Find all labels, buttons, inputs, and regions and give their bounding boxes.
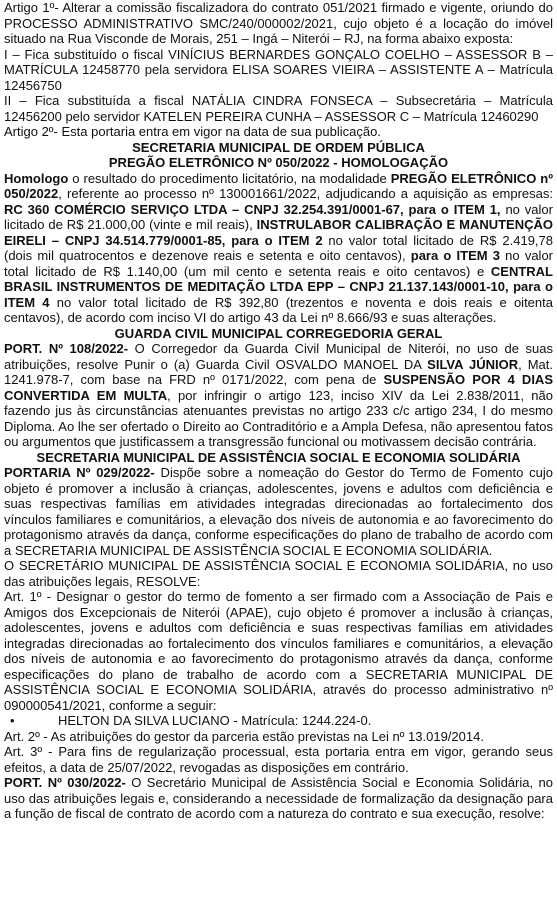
section-title-guarda-civil: GUARDA CIVIL MUNICIPAL CORREGEDORIA GERAL bbox=[114, 325, 443, 341]
text-run: O Corregedor da Guarda Civil Municipal de Niterói, no uso de suas atribuições, resolve Punir o (a) Guarda Civil OSVALDO MANOEL DA bbox=[4, 341, 553, 372]
paragraph-art-2: Art. 2º - As atribuições do gestor da parceria estão previstas na Lei nº 13.019/2014. bbox=[4, 728, 484, 744]
paragraph-homologo bbox=[4, 171, 553, 326]
text-run: , Mat. 1241.978-7, com base na FRD nº 0171/2022, com pena de bbox=[4, 356, 553, 387]
section-subtitle-pregao: PREGÃO ELETRÔNICO Nº 050/2022 - HOMOLOGAÇÃO bbox=[108, 155, 449, 170]
section-title-ordem-publica: SECRETARIA MUNICIPAL DE ORDEM PÚBLICA bbox=[132, 139, 425, 155]
section-title-assistencia-social: SECRETARIA MUNICIPAL DE ASSISTÊNCIA SOCIAL E ECONOMIA SOLIDÁRIA bbox=[36, 449, 521, 465]
inciso-ii: II – Fica substituída a fiscal NATÁLIA CINDRA FONSECA – Subsecretária – Matrícula 12456200 pelo servidor KATELEN PEREIRA CUNHA – ASSESSOR C – Matrícula 12460290 bbox=[4, 93, 553, 124]
text-run: no valor total licitado de R$ 2.419,78 (dois mil quatrocentos e dezenove reais e setenta e oito centavos), bbox=[4, 232, 553, 263]
list-item-text: HELTON DA SILVA LUCIANO - Matrícula: 1244.224-0. bbox=[58, 713, 372, 728]
bold-run: Homologo bbox=[4, 170, 69, 186]
text-run: no valor total licitado de R$ 392,80 (trezentos e noventa e dois reais e oitenta centavos), de acordo com inciso VI do artigo 43 da Lei nº 8.666/93 e suas alterações. bbox=[4, 294, 553, 325]
bold-run: SUSPENSÃO POR 4 DIAS CONVERTIDA EM MULTA bbox=[4, 372, 553, 403]
bold-run: PREGÃO ELETRÔNICO nº 050/2022 bbox=[4, 170, 553, 201]
paragraph-art-1: Art. 1º - Designar o gestor do termo de fomento a ser firmado com a Associação de Pais e Amigos dos Excepcionais de Niterói (APAE), cujo objeto é promover a inclusão à crianças, adolescentes, jovens e adultos com deficiência e suas respectivas famílias em atividades integradas direcionadas ao fortalecimento dos vínculos familiares e comunitários, a elevação dos níveis de autonomia e ao favorecimento do protagonismo através da dança, conforme especificações do plano de trabalho de acordo com a SECRETARIA MUNICIPAL DE ASSISTÊNCIA SOCIAL E ECONOMIA SOLIDÁRIA, através do processo administrativo nº 090000541/2021, conforme a seguir: bbox=[4, 589, 553, 713]
paragraph-art-3: Art. 3º - Para fins de regularização processual, esta portaria entra em vigor, gerando seus efeitos, a data de 25/07/2022, revogadas as disposições em contrário. bbox=[4, 744, 553, 775]
bold-run: CENTRAL BRASIL INSTRUMENTOS DE MEDITAÇÃO LTDA EPP – CNPJ 21.137.143/0001-10, para o ITEM 4 bbox=[4, 263, 553, 310]
paragraph-port-108 bbox=[4, 341, 553, 450]
artigo-1: Artigo 1º- Alterar a comissão fiscalizadora do contrato 051/2021 firmado e vigente, oriundo do PROCESSO ADMINISTRATIVO SMC/240/000002/2021, cujo objeto é a locação do imóvel situado na Rua Visconde de Morais, 251 – Ingá – Niterói – RJ, na forma abaixo exposta: bbox=[4, 0, 553, 46]
bold-run: para o ITEM 3 bbox=[410, 248, 500, 263]
text-run: no valor licitado de R$ 21.000,00 (vinte e mil reais), bbox=[4, 201, 553, 232]
artigo-2: Artigo 2º- Esta portaria entra em vigor na data de sua publicação. bbox=[4, 124, 381, 139]
bold-run: PORTARIA Nº 029/2022- bbox=[4, 465, 155, 480]
paragraph-secretario: O SECRETÁRIO MUNICIPAL DE ASSISTÊNCIA SOCIAL E ECONOMIA SOLIDÁRIA, no uso das atribuições legais, RESOLVE: bbox=[4, 558, 553, 589]
bold-run: SILVA JÚNIOR bbox=[427, 356, 519, 372]
bold-run: PORT. Nº 108/2022- bbox=[4, 341, 129, 356]
text-run: O Secretário Municipal de Assistência Social e Economia Solidária, no uso das atribuições legais e, considerando a necessidade de formalização da designação para a função de fiscal de contrato de acordo com a natureza do contrato e sua execução, resolve: bbox=[4, 775, 553, 821]
paragraph-port-030 bbox=[4, 775, 553, 822]
list-item bbox=[4, 713, 553, 729]
text-run: o resultado do procedimento licitatório, na modalidade bbox=[68, 170, 391, 186]
inciso-i: I – Fica substituído o fiscal VINÍCIUS BERNARDES GONÇALO COELHO – ASSESSOR B – MATRÍCULA 12458770 pela servidora ELISA SOARES VIEIRA – ASSISTENTE A – Matrícula 12456750 bbox=[4, 46, 553, 93]
bold-run: PORT. Nº 030/2022- bbox=[4, 775, 126, 790]
paragraph-portaria-029 bbox=[4, 465, 553, 558]
bullet-marker: • bbox=[10, 713, 15, 728]
bold-run: INSTRULABOR CALIBRAÇÃO E MANUTENÇÃO EIRELI – CNPJ 34.514.779/0001-85, para o ITEM 2 bbox=[4, 217, 553, 248]
text-run: Dispõe sobre a nomeação do Gestor do Termo de Fomento cujo objeto é promover a inclusão à crianças, adolescentes, jovens e adultos com deficiência e suas respectivas famílias em atividades integradas direcionadas ao fortalecimento dos vínculos familiares e comunitários, a elevação dos níveis de autonomia e ao favorecimento do protagonismo através da dança, conforme especificações do plano de trabalho de acordo com a SECRETARIA MUNICIPAL DE ASSISTÊNCIA SOCIAL E ECONOMIA SOLIDÁRIA. bbox=[4, 465, 553, 558]
text-run: , referente ao processo nº 130001661/2022, adjudicando a aquisição as empresas: bbox=[58, 186, 553, 201]
text-run: , por infringir o artigo 123, inciso XIV da Lei 2.838/2011, não fazendo jus às circunstâncias atenuantes previstas no artigo 233 c/c artigo 234, I do mesmo Diploma. Ao lhe ser ofertado o Direito ao Contraditório e a Ampla Defesa, não apresentou fatos ou argumentos que justificassem a transgressão funcional ou motivassem decisão contrária. bbox=[4, 387, 553, 449]
bold-run: RC 360 COMÉRCIO SERVIÇO LTDA – CNPJ 32.254.391/0001-67, para o ITEM 1, bbox=[4, 201, 501, 217]
text-run: no valor total licitado de R$ 1.140,00 (um mil cento e setenta reais e oito centavos) e bbox=[4, 248, 553, 279]
